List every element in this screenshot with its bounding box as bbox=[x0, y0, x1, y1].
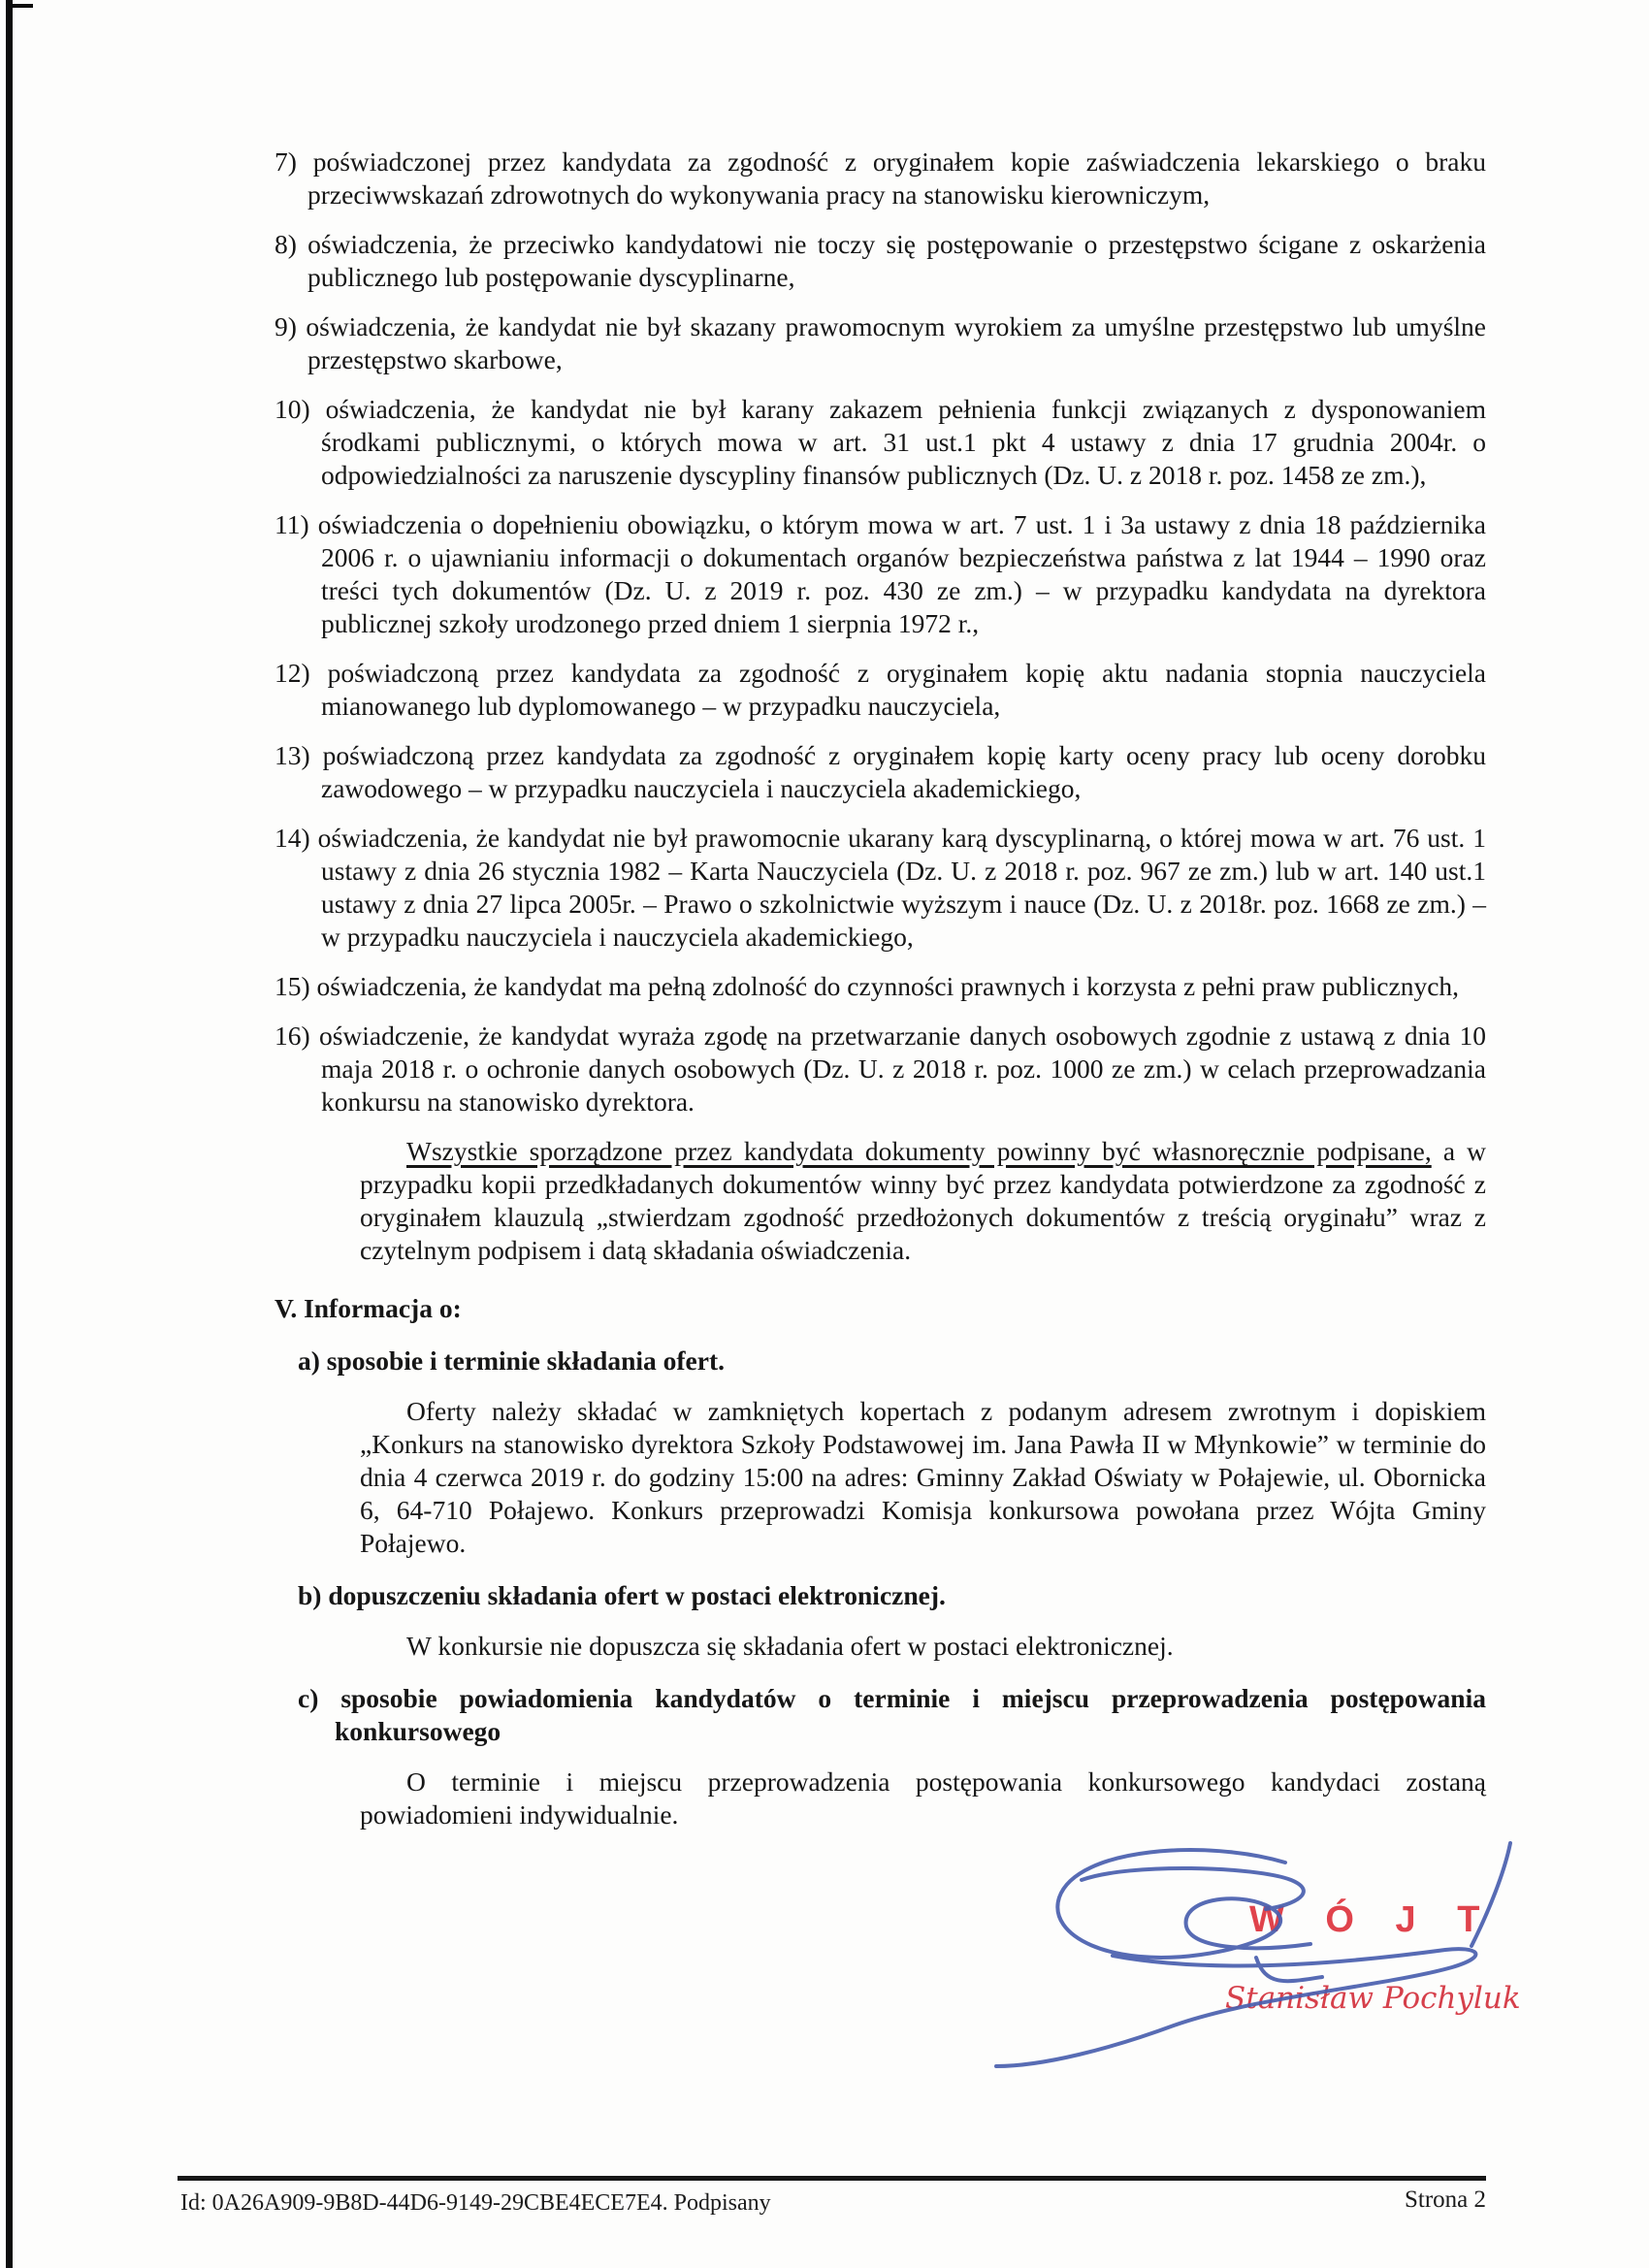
subsection-a-body: Oferty należy składać w zamkniętych kopertach z podanym adresem zwrotnym i dopiskiem „Konkurs na stanowisko dyrektora Szkoły Podstawowej im. Jana Pawła II w Młynkowie” w terminie do dnia 4 czerwca 2019 r. do godziny 15:00 na adres: Gminny Zakład Oświaty w Połajewie, ul. Obornicka 6, 64-710 Połajewo. Konkurs przeprowadzi Komisja konkursowa powołana przez Wójta Gminy Połajewo. bbox=[360, 1396, 1486, 1558]
list-item-9 bbox=[275, 310, 1486, 376]
list-item-14 bbox=[275, 822, 1486, 954]
section-v-heading: V. Informacja o: bbox=[275, 1293, 462, 1323]
subsection-label: b) bbox=[298, 1580, 322, 1610]
list-number: 14) bbox=[275, 823, 310, 853]
list-item-11 bbox=[275, 508, 1486, 640]
list-text: oświadczenia, że kandydat nie był skazany prawomocnym wyrokiem za umyślne przestępstwo lub umyślne przestępstwo skarbowe, bbox=[306, 311, 1487, 374]
list-text: poświadczoną przez kandydata za zgodność z oryginałem kopię aktu nadania stopnia nauczyciela mianowanego lub dyplomowanego – w przypadku nauczyciela, bbox=[321, 658, 1487, 721]
signature-pen-strokes bbox=[996, 1843, 1510, 2066]
wojt-stamp-text: W Ó J T bbox=[1249, 1899, 1496, 1940]
list-number: 10) bbox=[275, 394, 310, 424]
signature-block bbox=[965, 1841, 1528, 2089]
list-number: 15) bbox=[275, 971, 310, 1001]
subsection-c-title bbox=[298, 1682, 1486, 1748]
list-item-8 bbox=[275, 228, 1486, 294]
footer-document-id: Id: 0A26A909-9B8D-44D6-9149-29CBE4ECE7E4. Podpisany bbox=[180, 2190, 771, 2216]
subsection-title-text: dopuszczeniu składania ofert w postaci elektronicznej. bbox=[328, 1580, 946, 1610]
subsection-a-title bbox=[298, 1345, 1486, 1377]
list-text: oświadczenia, że kandydat nie był karany zakazem pełnienia funkcji związanych z dysponowaniem środkami publicznymi, o których mowa w art. 31 ust.1 pkt 4 ustawy z dnia 17 grudnia 2004r. o odpowiedzialności za naruszenie dyscypliny finansów publicznych (Dz. U. z 2018 r. poz. 1458 ze zm.), bbox=[321, 394, 1487, 490]
subsection-title-text: sposobie powiadomienia kandydatów o terminie i miejscu przeprowadzenia postępowania konkursowego bbox=[335, 1683, 1486, 1746]
list-item-13 bbox=[275, 739, 1486, 805]
list-number: 13) bbox=[275, 740, 310, 770]
subsection-b-title bbox=[298, 1579, 1486, 1612]
scan-edge-artifact-tick bbox=[6, 4, 33, 8]
footer-divider-line bbox=[178, 2176, 1486, 2181]
list-item-7 bbox=[275, 146, 1486, 211]
list-text: oświadczenia, że przeciwko kandydatowi nie toczy się postępowanie o przestępstwo ścigane z oskarżenia publicznego lub postępowanie dyscyplinarne, bbox=[307, 229, 1486, 292]
list-number: 12) bbox=[275, 658, 310, 688]
list-item-12 bbox=[275, 657, 1486, 723]
handwritten-signing-note bbox=[360, 1135, 1486, 1267]
list-number: 7) bbox=[275, 146, 297, 177]
list-item-16 bbox=[275, 1020, 1486, 1118]
list-text: poświadczoną przez kandydata za zgodność z oryginałem kopię karty oceny pracy lub oceny dorobku zawodowego – w przypadku nauczyciela i nauczyciela akademickiego, bbox=[321, 740, 1486, 803]
list-text: oświadczenia, że kandydat ma pełną zdolność do czynności prawnych i korzysta z pełni praw publicznych, bbox=[316, 971, 1460, 1001]
document-body bbox=[275, 146, 1486, 1851]
list-text: oświadczenia, że kandydat nie był prawomocnie ukarany karą dyscyplinarną, o której mowa w art. 76 ust. 1 ustawy z dnia 26 stycznia 1982 – Karta Nauczyciela (Dz. U. z 2018 r. poz. 967 ze zm.) lub w art. 140 ust.1 ustawy z dnia 27 lipca 2005r. – Prawo o szkolnictwie wyższym i nauce (Dz. U. z 2018r. poz. 1668 ze zm.) – w przypadku nauczyciela i nauczyciela akademickiego, bbox=[317, 823, 1486, 952]
scan-edge-artifact bbox=[6, 0, 13, 2268]
list-number: 16) bbox=[275, 1021, 310, 1051]
subsection-label: a) bbox=[298, 1345, 320, 1376]
signer-name-stamp-text: Stanisław Pochyluk bbox=[1225, 1981, 1521, 2016]
subsection-b-body: W konkursie nie dopuszcza się składania ofert w postaci elektronicznej. bbox=[406, 1631, 1174, 1661]
signature-graphic bbox=[965, 1841, 1528, 2089]
subsection-label: c) bbox=[298, 1683, 319, 1713]
note-rest: a w przypadku kopii przedkładanych dokumentów winny być przez kandydata potwierdzone za zgodność z oryginałem klauzulą „stwierdzam zgodność przedłożonych dokumentów z treścią oryginału” wraz z czytelnym podpisem i datą składania oświadczenia. bbox=[360, 1136, 1486, 1265]
list-number: 8) bbox=[275, 229, 297, 259]
list-text: poświadczonej przez kandydata za zgodność z oryginałem kopie zaświadczenia lekarskiego o braku przeciwwskazań zdrowotnych do wykonywania pracy na stanowisku kierowniczym, bbox=[307, 146, 1487, 210]
list-item-15 bbox=[275, 970, 1486, 1003]
list-text: oświadczenia o dopełnieniu obowiązku, o którym mowa w art. 7 ust. 1 i 3a ustawy z dnia 18 października 2006 r. o ujawnianiu informacji o dokumentach organów bezpieczeństwa państwa z lat 1944 – 1990 oraz treści tych dokumentów (Dz. U. z 2019 r. poz. 430 ze zm.) – w przypadku kandydata na dyrektora publicznej szkoły urodzonego przed dniem 1 sierpnia 1972 r., bbox=[317, 509, 1486, 638]
subsection-c-body: O terminie i miejscu przeprowadzenia postępowania konkursowego kandydaci zostaną powiadomieni indywidualnie. bbox=[360, 1766, 1486, 1830]
footer-page-number: Strona 2 bbox=[1404, 2187, 1486, 2213]
list-text: oświadczenie, że kandydat wyraża zgodę na przetwarzanie danych osobowych zgodnie z ustawą z dnia 10 maja 2018 r. o ochronie danych osobowych (Dz. U. z 2018 r. poz. 1000 ze zm.) w celach przeprowadzania konkursu na stanowisko dyrektora. bbox=[318, 1021, 1486, 1117]
list-number: 9) bbox=[275, 311, 297, 341]
list-item-10 bbox=[275, 393, 1486, 492]
underlined-phrase: Wszystkie sporządzone przez kandydata dokumenty powinny być własnoręcznie podpisane, bbox=[406, 1136, 1432, 1166]
list-number: 11) bbox=[275, 509, 309, 539]
subsection-title-text: sposobie i terminie składania ofert. bbox=[326, 1345, 726, 1376]
